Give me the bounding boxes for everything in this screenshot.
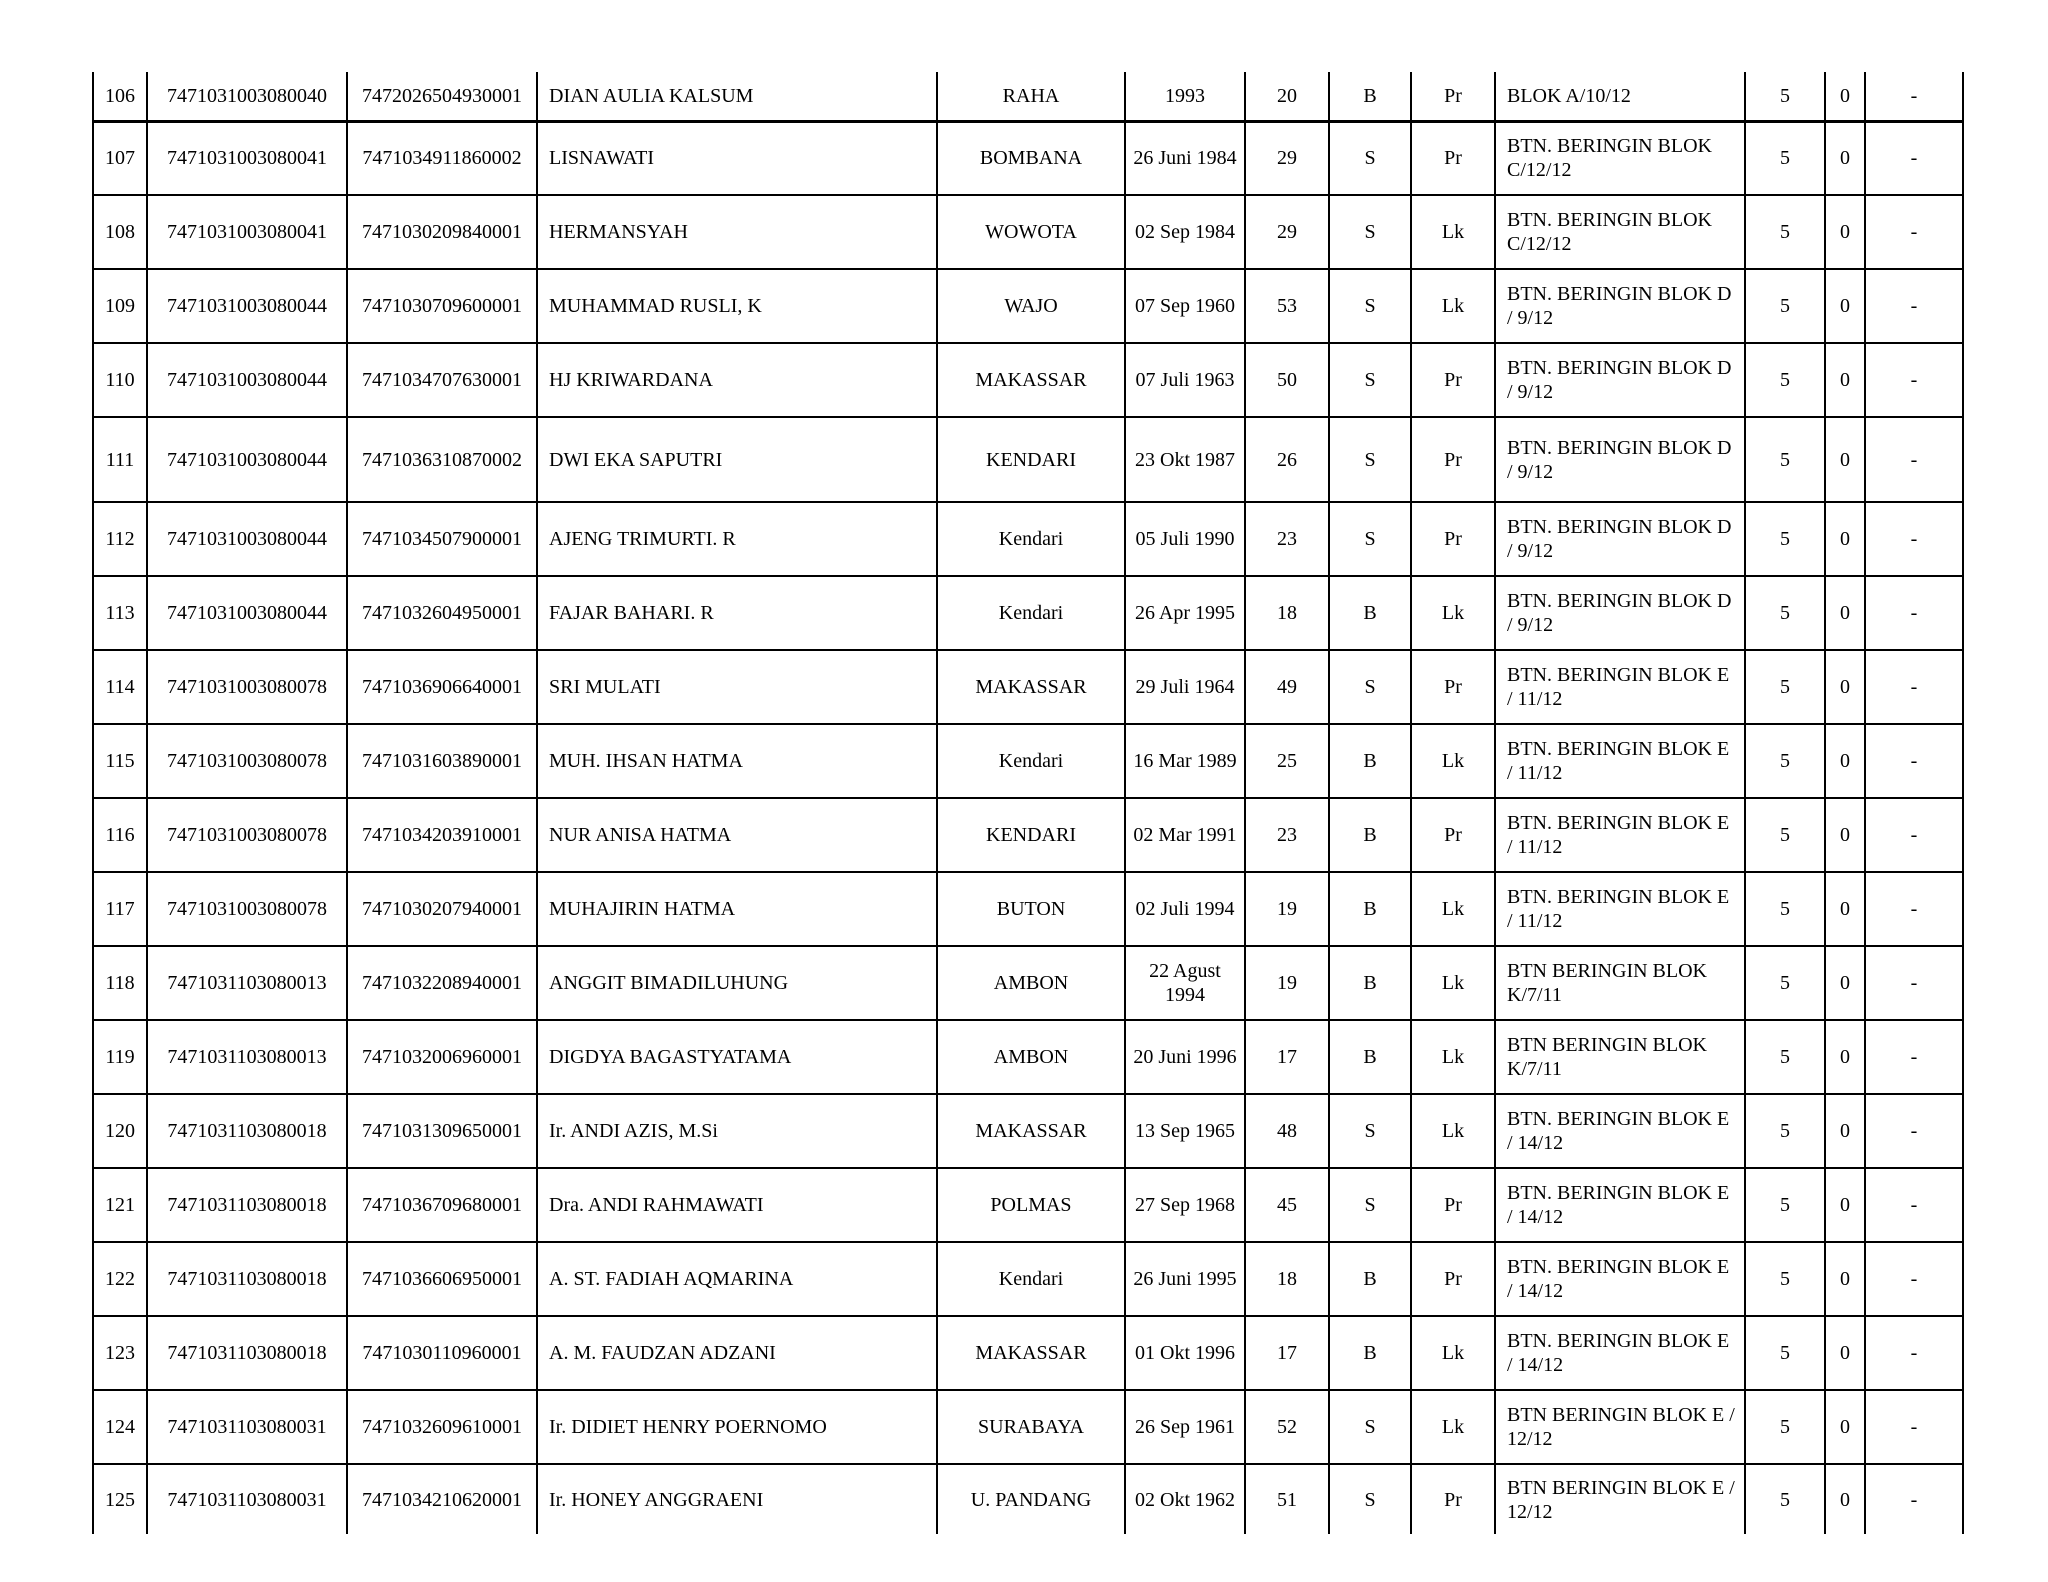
cell-tempat-lahir: WOWOTA [937,195,1125,269]
cell-keterangan: - [1865,946,1963,1020]
cell-tempat-lahir: U. PANDANG [937,1464,1125,1534]
cell-keterangan: - [1865,1168,1963,1242]
cell-alamat: BTN. BERINGIN BLOK E / 11/12 [1495,650,1745,724]
cell-col-b: 0 [1825,576,1865,650]
cell-umur: 17 [1245,1020,1329,1094]
table-row [93,650,1963,724]
cell-jenis-kelamin: Lk [1411,1316,1495,1390]
cell-nkk: 7471031103080031 [147,1464,347,1534]
cell-col-b: 0 [1825,872,1865,946]
cell-nik: 7471034203910001 [347,798,537,872]
cell-status-kawin: B [1329,1316,1411,1390]
cell-no: 108 [93,195,147,269]
cell-nik: 7471030709600001 [347,269,537,343]
cell-status-kawin: B [1329,576,1411,650]
cell-umur: 18 [1245,1242,1329,1316]
cell-status-kawin: S [1329,343,1411,417]
table-row [93,417,1963,502]
cell-tanggal-lahir: 07 Juli 1963 [1125,343,1245,417]
cell-jenis-kelamin: Pr [1411,798,1495,872]
cell-umur: 52 [1245,1390,1329,1464]
cell-umur: 49 [1245,650,1329,724]
cell-nik: 7471034507900001 [347,502,537,576]
cell-tanggal-lahir: 20 Juni 1996 [1125,1020,1245,1094]
cell-nama: Ir. HONEY ANGGRAENI [537,1464,937,1534]
cell-umur: 23 [1245,798,1329,872]
cell-jenis-kelamin: Pr [1411,121,1495,195]
cell-col-b: 0 [1825,1390,1865,1464]
cell-jenis-kelamin: Pr [1411,1464,1495,1534]
cell-tanggal-lahir: 16 Mar 1989 [1125,724,1245,798]
cell-col-a: 5 [1745,1242,1825,1316]
cell-col-b: 0 [1825,72,1865,121]
cell-col-a: 5 [1745,872,1825,946]
cell-col-b: 0 [1825,269,1865,343]
cell-nkk: 7471031003080078 [147,724,347,798]
cell-no: 123 [93,1316,147,1390]
cell-keterangan: - [1865,798,1963,872]
table-row [93,724,1963,798]
cell-col-b: 0 [1825,724,1865,798]
cell-nkk: 7471031103080031 [147,1390,347,1464]
cell-tempat-lahir: MAKASSAR [937,343,1125,417]
cell-tanggal-lahir: 05 Juli 1990 [1125,502,1245,576]
cell-status-kawin: B [1329,1020,1411,1094]
cell-no: 114 [93,650,147,724]
cell-nkk: 7471031003080044 [147,269,347,343]
cell-nkk: 7471031003080040 [147,72,347,121]
table-row [93,1390,1963,1464]
cell-keterangan: - [1865,121,1963,195]
cell-tanggal-lahir: 1993 [1125,72,1245,121]
cell-alamat: BTN. BERINGIN BLOK E / 11/12 [1495,872,1745,946]
voter-list-table [92,72,1964,1534]
cell-keterangan: - [1865,343,1963,417]
table-row [93,1316,1963,1390]
cell-tempat-lahir: BOMBANA [937,121,1125,195]
cell-umur: 48 [1245,1094,1329,1168]
cell-nkk: 7471031103080018 [147,1094,347,1168]
cell-no: 120 [93,1094,147,1168]
cell-umur: 17 [1245,1316,1329,1390]
cell-keterangan: - [1865,650,1963,724]
cell-nama: LISNAWATI [537,121,937,195]
cell-umur: 20 [1245,72,1329,121]
cell-umur: 50 [1245,343,1329,417]
cell-umur: 19 [1245,946,1329,1020]
cell-col-b: 0 [1825,1316,1865,1390]
cell-jenis-kelamin: Lk [1411,946,1495,1020]
cell-tanggal-lahir: 26 Sep 1961 [1125,1390,1245,1464]
cell-tempat-lahir: KENDARI [937,417,1125,502]
cell-jenis-kelamin: Lk [1411,1390,1495,1464]
cell-status-kawin: S [1329,650,1411,724]
cell-col-b: 0 [1825,1020,1865,1094]
table-row [93,1094,1963,1168]
cell-tempat-lahir: AMBON [937,1020,1125,1094]
table-row [93,195,1963,269]
cell-umur: 29 [1245,195,1329,269]
cell-nama: DIAN AULIA KALSUM [537,72,937,121]
cell-no: 115 [93,724,147,798]
cell-nik: 7471036606950001 [347,1242,537,1316]
cell-keterangan: - [1865,269,1963,343]
cell-nik: 7471031309650001 [347,1094,537,1168]
cell-tempat-lahir: AMBON [937,946,1125,1020]
cell-jenis-kelamin: Pr [1411,502,1495,576]
cell-status-kawin: B [1329,946,1411,1020]
cell-nik: 7471030207940001 [347,872,537,946]
cell-col-b: 0 [1825,946,1865,1020]
cell-alamat: BTN. BERINGIN BLOK C/12/12 [1495,121,1745,195]
cell-keterangan: - [1865,872,1963,946]
cell-tempat-lahir: KENDARI [937,798,1125,872]
cell-tanggal-lahir: 02 Okt 1962 [1125,1464,1245,1534]
cell-tempat-lahir: MAKASSAR [937,1316,1125,1390]
cell-tempat-lahir: Kendari [937,724,1125,798]
cell-umur: 19 [1245,872,1329,946]
cell-nama: HJ KRIWARDANA [537,343,937,417]
cell-no: 116 [93,798,147,872]
cell-nama: Dra. ANDI RAHMAWATI [537,1168,937,1242]
cell-keterangan: - [1865,195,1963,269]
cell-nik: 7471032609610001 [347,1390,537,1464]
cell-alamat: BTN. BERINGIN BLOK D / 9/12 [1495,502,1745,576]
cell-tempat-lahir: WAJO [937,269,1125,343]
table-row [93,1168,1963,1242]
cell-col-a: 5 [1745,946,1825,1020]
cell-nkk: 7471031003080041 [147,121,347,195]
cell-col-a: 5 [1745,72,1825,121]
cell-tempat-lahir: Kendari [937,576,1125,650]
cell-col-a: 5 [1745,195,1825,269]
cell-jenis-kelamin: Lk [1411,1020,1495,1094]
cell-tanggal-lahir: 13 Sep 1965 [1125,1094,1245,1168]
cell-no: 113 [93,576,147,650]
cell-tempat-lahir: SURABAYA [937,1390,1125,1464]
cell-no: 118 [93,946,147,1020]
cell-jenis-kelamin: Lk [1411,269,1495,343]
table-row [93,502,1963,576]
cell-status-kawin: B [1329,798,1411,872]
cell-nama: A. ST. FADIAH AQMARINA [537,1242,937,1316]
cell-status-kawin: B [1329,724,1411,798]
cell-no: 112 [93,502,147,576]
cell-tanggal-lahir: 26 Juni 1984 [1125,121,1245,195]
cell-umur: 18 [1245,576,1329,650]
cell-tempat-lahir: POLMAS [937,1168,1125,1242]
cell-nkk: 7471031103080013 [147,946,347,1020]
cell-nama: MUHAJIRIN HATMA [537,872,937,946]
table-row [93,1464,1963,1534]
cell-nama: AJENG TRIMURTI. R [537,502,937,576]
cell-alamat: BTN. BERINGIN BLOK D / 9/12 [1495,343,1745,417]
cell-jenis-kelamin: Pr [1411,1242,1495,1316]
table-row [93,72,1963,121]
cell-nik: 7471034911860002 [347,121,537,195]
cell-keterangan: - [1865,417,1963,502]
cell-tempat-lahir: Kendari [937,1242,1125,1316]
cell-jenis-kelamin: Lk [1411,195,1495,269]
cell-nkk: 7471031103080013 [147,1020,347,1094]
cell-tanggal-lahir: 29 Juli 1964 [1125,650,1245,724]
cell-status-kawin: S [1329,417,1411,502]
table-row [93,798,1963,872]
cell-col-b: 0 [1825,650,1865,724]
cell-nkk: 7471031103080018 [147,1316,347,1390]
cell-no: 121 [93,1168,147,1242]
cell-nkk: 7471031003080078 [147,872,347,946]
table-row [93,576,1963,650]
cell-nkk: 7471031003080078 [147,798,347,872]
cell-col-a: 5 [1745,121,1825,195]
cell-status-kawin: S [1329,195,1411,269]
cell-no: 109 [93,269,147,343]
cell-nkk: 7471031103080018 [147,1168,347,1242]
cell-col-a: 5 [1745,650,1825,724]
cell-nama: DIGDYA BAGASTYATAMA [537,1020,937,1094]
table-row [93,121,1963,195]
cell-nik: 7471030110960001 [347,1316,537,1390]
cell-alamat: BTN BERINGIN BLOK E / 12/12 [1495,1464,1745,1534]
cell-umur: 53 [1245,269,1329,343]
cell-nik: 7471034707630001 [347,343,537,417]
cell-no: 119 [93,1020,147,1094]
cell-nkk: 7471031103080018 [147,1242,347,1316]
cell-tanggal-lahir: 27 Sep 1968 [1125,1168,1245,1242]
cell-jenis-kelamin: Pr [1411,650,1495,724]
cell-col-a: 5 [1745,1168,1825,1242]
cell-status-kawin: B [1329,872,1411,946]
cell-tanggal-lahir: 26 Juni 1995 [1125,1242,1245,1316]
cell-no: 111 [93,417,147,502]
cell-nkk: 7471031003080044 [147,343,347,417]
cell-col-a: 5 [1745,502,1825,576]
cell-jenis-kelamin: Lk [1411,872,1495,946]
cell-alamat: BTN BERINGIN BLOK K/7/11 [1495,1020,1745,1094]
cell-col-b: 0 [1825,417,1865,502]
cell-col-a: 5 [1745,724,1825,798]
cell-alamat: BTN. BERINGIN BLOK E / 11/12 [1495,724,1745,798]
cell-tanggal-lahir: 23 Okt 1987 [1125,417,1245,502]
cell-alamat: BTN. BERINGIN BLOK E / 14/12 [1495,1316,1745,1390]
cell-nama: DWI EKA SAPUTRI [537,417,937,502]
cell-col-a: 5 [1745,269,1825,343]
cell-nama: ANGGIT BIMADILUHUNG [537,946,937,1020]
cell-umur: 23 [1245,502,1329,576]
cell-status-kawin: S [1329,1390,1411,1464]
cell-alamat: BTN BERINGIN BLOK K/7/11 [1495,946,1745,1020]
cell-alamat: BTN. BERINGIN BLOK C/12/12 [1495,195,1745,269]
cell-col-b: 0 [1825,502,1865,576]
cell-nik: 7472026504930001 [347,72,537,121]
cell-tempat-lahir: Kendari [937,502,1125,576]
cell-col-a: 5 [1745,417,1825,502]
cell-umur: 25 [1245,724,1329,798]
cell-keterangan: - [1865,576,1963,650]
cell-keterangan: - [1865,724,1963,798]
cell-status-kawin: S [1329,502,1411,576]
cell-col-b: 0 [1825,343,1865,417]
cell-tanggal-lahir: 22 Agust 1994 [1125,946,1245,1020]
cell-nik: 7471036906640001 [347,650,537,724]
cell-alamat: BTN. BERINGIN BLOK E / 11/12 [1495,798,1745,872]
cell-col-b: 0 [1825,195,1865,269]
cell-nama: Ir. ANDI AZIS, M.Si [537,1094,937,1168]
cell-status-kawin: S [1329,121,1411,195]
cell-col-b: 0 [1825,798,1865,872]
cell-col-a: 5 [1745,576,1825,650]
cell-jenis-kelamin: Lk [1411,576,1495,650]
cell-no: 125 [93,1464,147,1534]
cell-nama: FAJAR BAHARI. R [537,576,937,650]
cell-col-b: 0 [1825,1168,1865,1242]
cell-nkk: 7471031003080078 [147,650,347,724]
cell-tanggal-lahir: 07 Sep 1960 [1125,269,1245,343]
cell-nama: NUR ANISA HATMA [537,798,937,872]
cell-status-kawin: S [1329,1464,1411,1534]
cell-alamat: BTN. BERINGIN BLOK E / 14/12 [1495,1094,1745,1168]
cell-alamat: BTN. BERINGIN BLOK E / 14/12 [1495,1242,1745,1316]
cell-tanggal-lahir: 02 Mar 1991 [1125,798,1245,872]
cell-col-a: 5 [1745,1464,1825,1534]
table-row [93,872,1963,946]
cell-col-b: 0 [1825,1464,1865,1534]
table-row [93,946,1963,1020]
cell-nama: MUHAMMAD RUSLI, K [537,269,937,343]
table-row [93,343,1963,417]
cell-nama: SRI MULATI [537,650,937,724]
cell-tempat-lahir: MAKASSAR [937,650,1125,724]
cell-nik: 7471036709680001 [347,1168,537,1242]
cell-tanggal-lahir: 02 Juli 1994 [1125,872,1245,946]
table-row [93,1020,1963,1094]
cell-alamat: BTN. BERINGIN BLOK D / 9/12 [1495,417,1745,502]
cell-tanggal-lahir: 01 Okt 1996 [1125,1316,1245,1390]
cell-status-kawin: B [1329,1242,1411,1316]
cell-umur: 51 [1245,1464,1329,1534]
cell-no: 107 [93,121,147,195]
cell-alamat: BTN. BERINGIN BLOK E / 14/12 [1495,1168,1745,1242]
cell-nkk: 7471031003080044 [147,417,347,502]
cell-col-a: 5 [1745,1316,1825,1390]
cell-umur: 45 [1245,1168,1329,1242]
cell-nik: 7471030209840001 [347,195,537,269]
cell-no: 110 [93,343,147,417]
cell-jenis-kelamin: Pr [1411,1168,1495,1242]
cell-col-a: 5 [1745,1094,1825,1168]
cell-col-a: 5 [1745,1390,1825,1464]
cell-nkk: 7471031003080044 [147,502,347,576]
cell-umur: 29 [1245,121,1329,195]
table-row [93,1242,1963,1316]
cell-keterangan: - [1865,1464,1963,1534]
cell-nik: 7471034210620001 [347,1464,537,1534]
cell-nkk: 7471031003080041 [147,195,347,269]
cell-status-kawin: S [1329,1168,1411,1242]
cell-status-kawin: S [1329,1094,1411,1168]
cell-nama: A. M. FAUDZAN ADZANI [537,1316,937,1390]
cell-tempat-lahir: MAKASSAR [937,1094,1125,1168]
cell-no: 106 [93,72,147,121]
cell-tanggal-lahir: 26 Apr 1995 [1125,576,1245,650]
cell-tanggal-lahir: 02 Sep 1984 [1125,195,1245,269]
cell-keterangan: - [1865,1094,1963,1168]
cell-nik: 7471036310870002 [347,417,537,502]
cell-keterangan: - [1865,1020,1963,1094]
cell-no: 117 [93,872,147,946]
cell-col-a: 5 [1745,798,1825,872]
cell-nkk: 7471031003080044 [147,576,347,650]
cell-keterangan: - [1865,1390,1963,1464]
cell-keterangan: - [1865,72,1963,121]
cell-nama: MUH. IHSAN HATMA [537,724,937,798]
cell-jenis-kelamin: Pr [1411,417,1495,502]
cell-nik: 7471031603890001 [347,724,537,798]
cell-alamat: BTN. BERINGIN BLOK D / 9/12 [1495,576,1745,650]
cell-status-kawin: B [1329,72,1411,121]
cell-nama: Ir. DIDIET HENRY POERNOMO [537,1390,937,1464]
cell-nama: HERMANSYAH [537,195,937,269]
cell-col-b: 0 [1825,121,1865,195]
cell-tempat-lahir: RAHA [937,72,1125,121]
cell-umur: 26 [1245,417,1329,502]
cell-col-a: 5 [1745,1020,1825,1094]
cell-nik: 7471032604950001 [347,576,537,650]
cell-col-a: 5 [1745,343,1825,417]
cell-keterangan: - [1865,1316,1963,1390]
cell-no: 122 [93,1242,147,1316]
cell-keterangan: - [1865,1242,1963,1316]
cell-keterangan: - [1865,502,1963,576]
cell-col-b: 0 [1825,1242,1865,1316]
cell-jenis-kelamin: Pr [1411,72,1495,121]
cell-jenis-kelamin: Pr [1411,343,1495,417]
cell-alamat: BTN BERINGIN BLOK E / 12/12 [1495,1390,1745,1464]
cell-jenis-kelamin: Lk [1411,724,1495,798]
cell-jenis-kelamin: Lk [1411,1094,1495,1168]
table-row [93,269,1963,343]
cell-alamat: BTN. BERINGIN BLOK D / 9/12 [1495,269,1745,343]
cell-nik: 7471032006960001 [347,1020,537,1094]
cell-alamat: BLOK A/10/12 [1495,72,1745,121]
cell-no: 124 [93,1390,147,1464]
cell-nik: 7471032208940001 [347,946,537,1020]
cell-tempat-lahir: BUTON [937,872,1125,946]
cell-status-kawin: S [1329,269,1411,343]
cell-col-b: 0 [1825,1094,1865,1168]
